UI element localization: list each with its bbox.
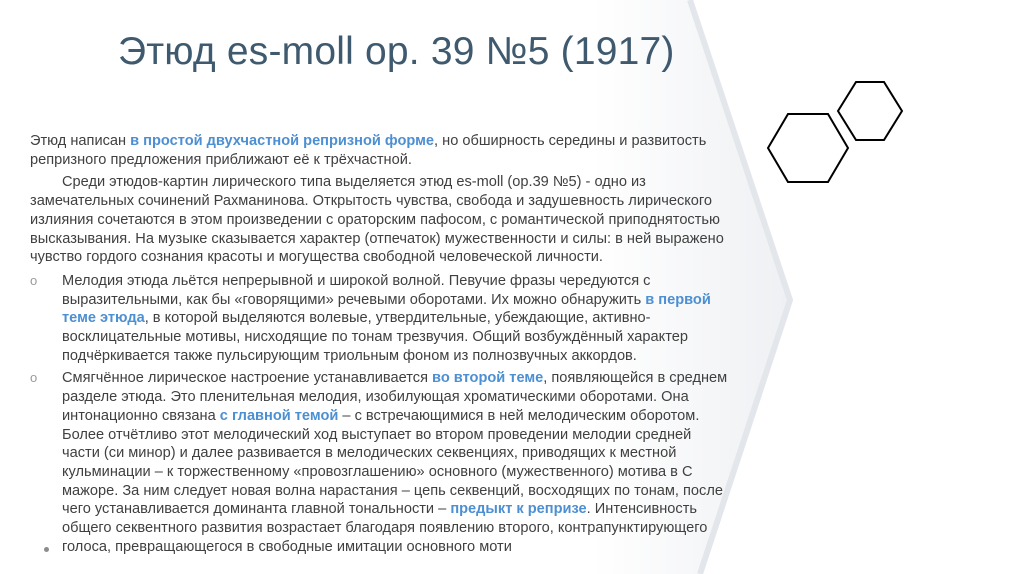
description-paragraph: Среди этюдов-картин лирического типа выделяется этюд es-moll (op.39 №5) - одно из замечательных сочинений Рахманинова. Открытость чувства, свобода и задушевность лирического излияния сочетаются в этом произведении с ораторским пафосом, с романтической приподнятостью высказывания. На музыке сказывается характер (отпечаток) мужественности и силы: в ней выражено чувство гордого сознания красоты и могущества свободной человеческой личности. [30,174,724,266]
bullet-dot [44,547,49,552]
bullet-text: . Интенсивность общего секвентного развития возрастает благодаря появлению второго, контрапунктирующего голоса, превращающегося в свободные имитации основного моти [62,501,708,555]
bullet-text: , в которой выделяются волевые, утвердительные, убеждающие, активно-восклицательные мотивы, нисходящие по тонам трезвучия. Общий возбуждённый характер подчёркивается также пульсирующим триольным фоном из полнозвучных аккордов. [62,310,688,364]
bullet-text: Смягчённое лирическое настроение устанавливается [62,370,433,387]
slide-body [30,132,730,556]
highlight-first-theme: в первой теме этюда [62,291,711,327]
intro-paragraph [30,132,730,169]
intro-text: , но обширность середины и развитость репризного предложения приближают её к трёхчастной. [30,133,707,168]
hexagon-decoration [760,72,920,202]
hexagon-small-icon [838,82,902,140]
highlight-main-theme: с главной темой [219,407,339,424]
bullet-text: Мелодия этюда льётся непрерывной и широкой волной. Певучие фразы чередуются с выразительными, как бы «говорящими» речевыми оборотами. Их можно обнаружить [62,272,651,308]
bullet-text: , появляющейся в среднем разделе этюда. Это пленительная мелодия, изобилующая хроматическими оборотами. Она интонационно связана [62,370,728,424]
highlight-predict: предыкт к репризе [450,501,587,518]
hexagon-large-icon [768,114,848,182]
intro-text: Этюд написан [30,133,131,149]
slide-title: Этюд es-moll op. 39 №5 (1917) [118,30,675,73]
bullet-marker: o [30,370,38,386]
bullet-text: – с встречающимися в ней мелодическим оборотом. Более отчётливо этот мелодический ход выступает во втором проведении мелодии средней части (си минор) и далее развивается в мелодических секвенциях, приводящих к местной кульминации – к торжественному «провозглашению» основного (мужественного) мотива в С мажоре. За ним следует новая волна нарастания – цепь секвенций, восходящих по тонам, после чего устанавливается доминанта главной тональности – [62,407,723,518]
bullet-item [30,272,730,366]
bullet-marker: o [30,272,38,288]
highlight-form: в простой двухчастной репризной форме [130,133,435,149]
highlight-second-theme: во второй теме [432,370,544,387]
bullet-item [30,369,730,556]
